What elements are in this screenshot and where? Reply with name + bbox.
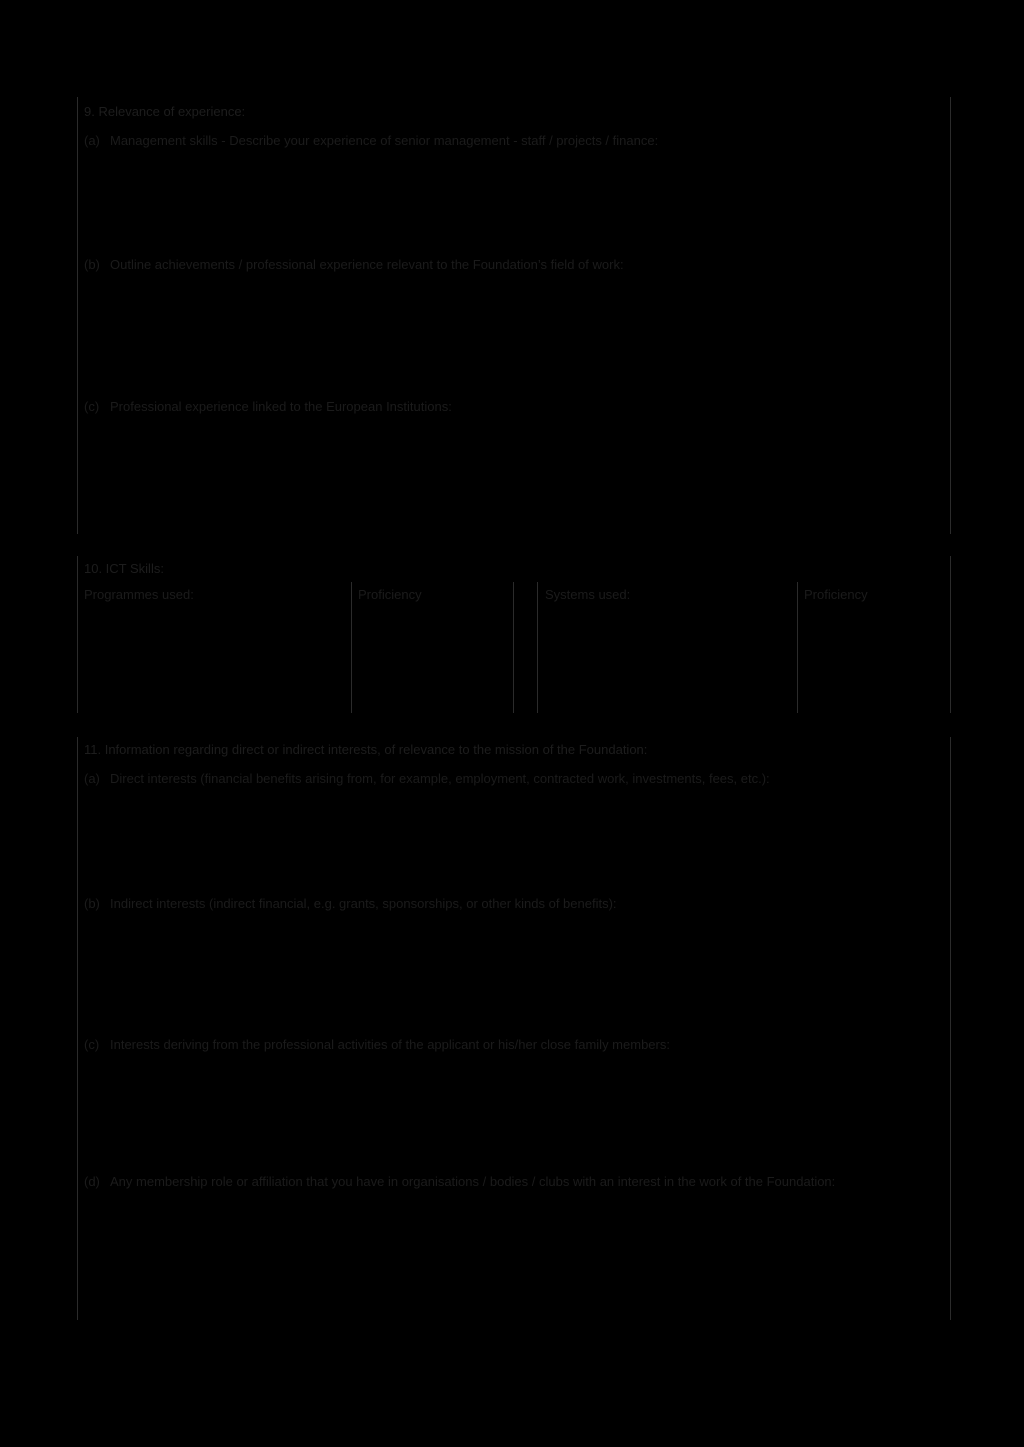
section11-right-border bbox=[950, 737, 951, 1320]
section10-col-proficiency-2: Proficiency bbox=[804, 587, 868, 602]
section10-col-programmes: Programmes used: bbox=[84, 587, 194, 602]
section11-a-answer-field[interactable] bbox=[80, 792, 948, 892]
section11-c-answer-field[interactable] bbox=[80, 1058, 948, 1168]
section10-row-2[interactable] bbox=[80, 634, 948, 660]
section11-a-label: Direct interests (financial benefits arising from, for example, employment, contracted work, investments, fees, etc.): bbox=[110, 771, 770, 786]
section10-col-proficiency-1: Proficiency bbox=[358, 587, 422, 602]
section10-left-border bbox=[77, 556, 78, 713]
section10-row-1[interactable] bbox=[80, 606, 948, 634]
section9-a-item bbox=[84, 133, 658, 148]
section11-b-item bbox=[84, 896, 617, 911]
section9-a-label: Management skills - Describe your experience of senior management - staff / projects / finance: bbox=[110, 133, 659, 148]
section11-b-label: Indirect interests (indirect financial, e.g. grants, sponsorships, or other kinds of benefits): bbox=[110, 896, 617, 911]
section9-b-letter: (b) bbox=[84, 257, 100, 272]
section9-c-letter: (c) bbox=[84, 399, 100, 414]
section10-row-3[interactable] bbox=[80, 660, 948, 686]
section11-left-border bbox=[77, 737, 78, 1320]
section9-c-item bbox=[84, 399, 452, 414]
section10-col-systems: Systems used: bbox=[545, 587, 631, 602]
section9-left-border bbox=[77, 97, 78, 534]
section11-c-label: Interests deriving from the professional activities of the applicant or his/her close family members: bbox=[110, 1037, 670, 1052]
section9-b-item bbox=[84, 257, 624, 272]
section9-b-label: Outline achievements / professional experience relevant to the Foundation’s field of work: bbox=[110, 257, 624, 272]
section11-d-answer-field[interactable] bbox=[80, 1210, 948, 1318]
section9-a-letter: (a) bbox=[84, 133, 100, 148]
section9-c-answer-field[interactable] bbox=[80, 420, 948, 530]
section10-right-border bbox=[950, 556, 951, 713]
section11-b-letter: (b) bbox=[84, 896, 100, 911]
section11-a-item bbox=[84, 771, 770, 786]
section9-right-border bbox=[950, 97, 951, 534]
section9-b-answer-field[interactable] bbox=[80, 278, 948, 393]
section9-c-label: Professional experience linked to the European Institutions: bbox=[110, 399, 452, 414]
section10-title: 10. ICT Skills: bbox=[84, 561, 164, 576]
section11-c-item bbox=[84, 1037, 670, 1052]
section9-a-answer-field[interactable] bbox=[80, 152, 948, 252]
section11-d-label: Any membership role or affiliation that you have in organisations / bodies / clubs with an interest in the work of the Foundation: bbox=[110, 1174, 836, 1189]
section11-c-letter: (c) bbox=[84, 1037, 100, 1052]
section11-b-answer-field[interactable] bbox=[80, 917, 948, 1032]
section11-a-letter: (a) bbox=[84, 771, 100, 786]
section11-title: 11. Information regarding direct or indirect interests, of relevance to the mission of the Foundation: bbox=[84, 742, 648, 757]
section11-d-letter: (d) bbox=[84, 1174, 100, 1189]
section11-d-item bbox=[84, 1174, 864, 1189]
section9-title: 9. Relevance of experience: bbox=[84, 104, 246, 119]
section10-row-4[interactable] bbox=[80, 686, 948, 712]
